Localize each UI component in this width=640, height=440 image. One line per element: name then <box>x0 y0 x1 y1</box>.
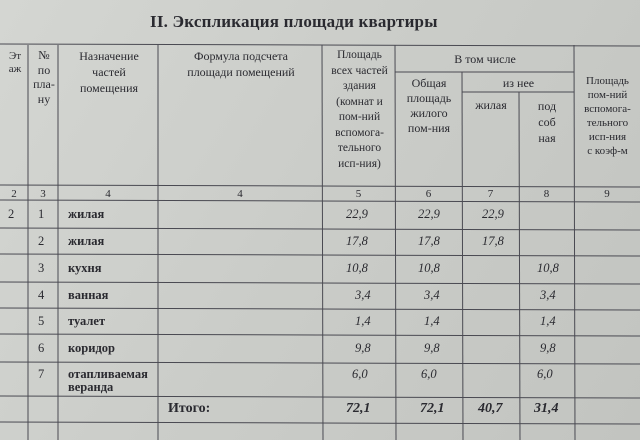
floor-number: 2 <box>8 207 15 221</box>
column-number: 6 <box>425 188 432 200</box>
row-5-total: 1,4 <box>355 314 371 328</box>
row-6-general: 9,8 <box>424 341 440 355</box>
row-1-purpose: жилая <box>68 207 105 221</box>
row-2-general: 17,8 <box>418 234 440 248</box>
header-auxiliary: под соб ная <box>537 99 557 145</box>
totals-aux: 31,4 <box>534 401 559 416</box>
row-1-living: 22,9 <box>482 207 504 221</box>
column-number: 3 <box>40 188 46 200</box>
row-5-purpose: туалет <box>68 314 106 328</box>
row-4-number: 4 <box>38 288 45 302</box>
row-2-total: 17,8 <box>346 234 368 248</box>
header-plan-number: № по пла- ну <box>33 48 55 106</box>
column-number: 2 <box>11 188 17 200</box>
row-3-number: 3 <box>38 261 45 275</box>
header-of-which: из нее <box>502 76 535 90</box>
row-3-general: 10,8 <box>418 261 440 275</box>
header-total-area: Площадь всех частей здания (комнат и пом-ний вспомога- тельного исп-ния) <box>331 49 388 170</box>
totals-general: 72,1 <box>420 401 445 416</box>
row-7-purpose: отапливаемая веранда <box>68 367 148 394</box>
totals-total: 72,1 <box>346 401 371 416</box>
row-6-total: 9,8 <box>355 341 371 355</box>
header-purpose: Назначение частей помещения <box>79 49 139 95</box>
totals-label: Итого: <box>168 401 211 416</box>
row-4-general: 3,4 <box>424 288 440 302</box>
row-6-purpose: коридор <box>68 341 115 355</box>
column-number: 7 <box>487 188 494 200</box>
row-7-general: 6,0 <box>421 367 437 381</box>
row-1-total: 22,9 <box>346 207 368 221</box>
header-including: В том числе <box>454 52 516 66</box>
row-7-number: 7 <box>38 367 45 381</box>
header-aux-with-coefficient: Площадь пом-ний вспомога- тельного исп-ния с коэф-м <box>584 75 631 157</box>
row-7-total: 6,0 <box>352 367 368 381</box>
row-3-aux: 10,8 <box>537 261 559 275</box>
column-number: 8 <box>543 188 550 200</box>
row-7-aux: 6,0 <box>537 367 553 381</box>
row-2-living: 17,8 <box>482 234 504 248</box>
header-living: жилая <box>475 98 507 112</box>
row-1-number: 1 <box>38 207 45 221</box>
column-number: 9 <box>604 188 610 200</box>
row-2-purpose: жилая <box>68 234 105 248</box>
row-4-total: 3,4 <box>355 288 371 302</box>
row-6-number: 6 <box>38 341 45 355</box>
row-5-aux: 1,4 <box>540 314 556 328</box>
row-4-purpose: ванная <box>68 288 109 302</box>
row-3-total: 10,8 <box>346 261 368 275</box>
row-1-general: 22,9 <box>418 207 440 221</box>
column-number: 4 <box>105 188 111 200</box>
header-floor: Эт аж <box>8 50 22 75</box>
row-3-purpose: кухня <box>68 261 102 275</box>
column-number: 4 <box>237 188 243 200</box>
row-5-number: 5 <box>38 314 45 328</box>
totals-living: 40,7 <box>478 401 503 416</box>
header-formula: Формула подсчета площади помещений <box>187 49 295 79</box>
row-6-aux: 9,8 <box>540 341 556 355</box>
document-title: II. Экспликация площади квартиры <box>150 12 438 31</box>
header-general-living-area: Общая площадь жилого пом-ния <box>406 76 452 135</box>
row-2-number: 2 <box>38 234 45 248</box>
column-number: 5 <box>355 188 362 200</box>
row-4-aux: 3,4 <box>540 288 556 302</box>
row-5-general: 1,4 <box>424 314 440 328</box>
